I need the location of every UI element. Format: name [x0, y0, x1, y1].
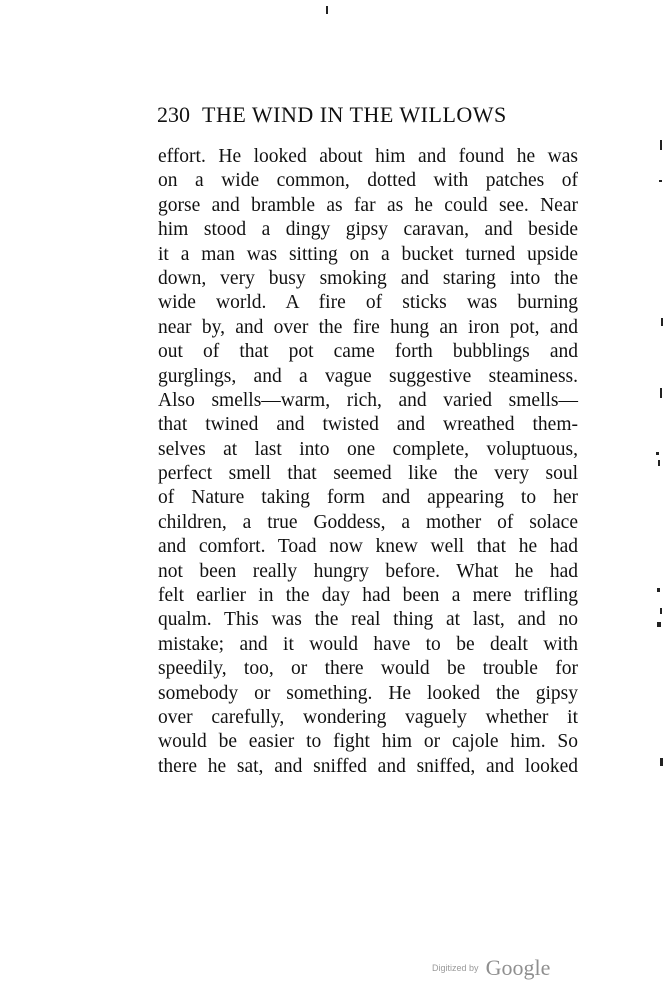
- text-line: it a man was sitting on a bucket turned upside: [158, 243, 578, 265]
- scan-speck: [661, 318, 663, 326]
- text-line: of Nature taking form and appearing to her: [158, 487, 578, 509]
- scan-speck: [658, 460, 660, 466]
- text-line: wide world. A fire of sticks was burning: [158, 292, 578, 314]
- scan-speck: [660, 758, 663, 766]
- scan-speck: [660, 140, 662, 150]
- text-line: somebody or something. He looked the gipsy: [158, 682, 578, 704]
- scan-speck: [657, 588, 660, 592]
- text-line: gorse and bramble as far as he could see. Near: [158, 194, 578, 216]
- text-line: out of that pot came forth bubblings and: [158, 341, 578, 363]
- text-line: down, very busy smoking and staring into the: [158, 267, 578, 289]
- text-line: effort. He looked about him and found he was: [158, 146, 578, 167]
- body-text: [158, 145, 578, 779]
- scan-speck: [657, 622, 661, 627]
- google-logo: Google: [485, 955, 551, 980]
- text-line: perfect smell that seemed like the very soul: [158, 463, 578, 485]
- text-line: children, a true Goddess, a mother of solace: [158, 511, 578, 533]
- text-line: and comfort. Toad now knew well that he had: [158, 536, 578, 558]
- text-line: gurglings, and a vague suggestive steaminess.: [158, 365, 578, 387]
- scan-speck: [656, 452, 659, 455]
- text-line: over carefully, wondering vaguely whether it: [158, 706, 578, 728]
- text-line: not been really hungry before. What he had: [158, 560, 578, 582]
- text-line: on a wide common, dotted with patches of: [158, 170, 578, 192]
- scan-speck: [659, 180, 662, 182]
- text-line: that twined and twisted and wreathed them-: [158, 414, 578, 436]
- text-line: Also smells—warm, rich, and varied smells—: [158, 389, 578, 411]
- text-line: would be easier to fight him or cajole him. So: [158, 731, 578, 753]
- text-line: selves at last into one complete, voluptuous,: [158, 438, 578, 460]
- text-line: speedily, too, or there would be trouble for: [158, 658, 578, 680]
- page-number: 230: [157, 102, 190, 127]
- digitized-by-watermark: [432, 955, 582, 985]
- watermark-prefix: Digitized by: [432, 963, 479, 973]
- scan-speck: [326, 6, 328, 14]
- scan-speck: [660, 608, 662, 614]
- text-line: him stood a dingy gipsy caravan, and beside: [158, 219, 578, 241]
- scan-speck: [660, 388, 662, 398]
- text-line: there he sat, and sniffed and sniffed, and looked: [158, 755, 578, 777]
- text-line: near by, and over the fire hung an iron pot, and: [158, 316, 578, 338]
- text-line: qualm. This was the real thing at last, and no: [158, 609, 578, 631]
- text-line: mistake; and it would have to be dealt with: [158, 633, 578, 655]
- text-line: felt earlier in the day had been a mere trifling: [158, 585, 578, 607]
- running-header: [157, 98, 577, 128]
- running-title: THE WIND IN THE WILLOWS: [202, 102, 507, 127]
